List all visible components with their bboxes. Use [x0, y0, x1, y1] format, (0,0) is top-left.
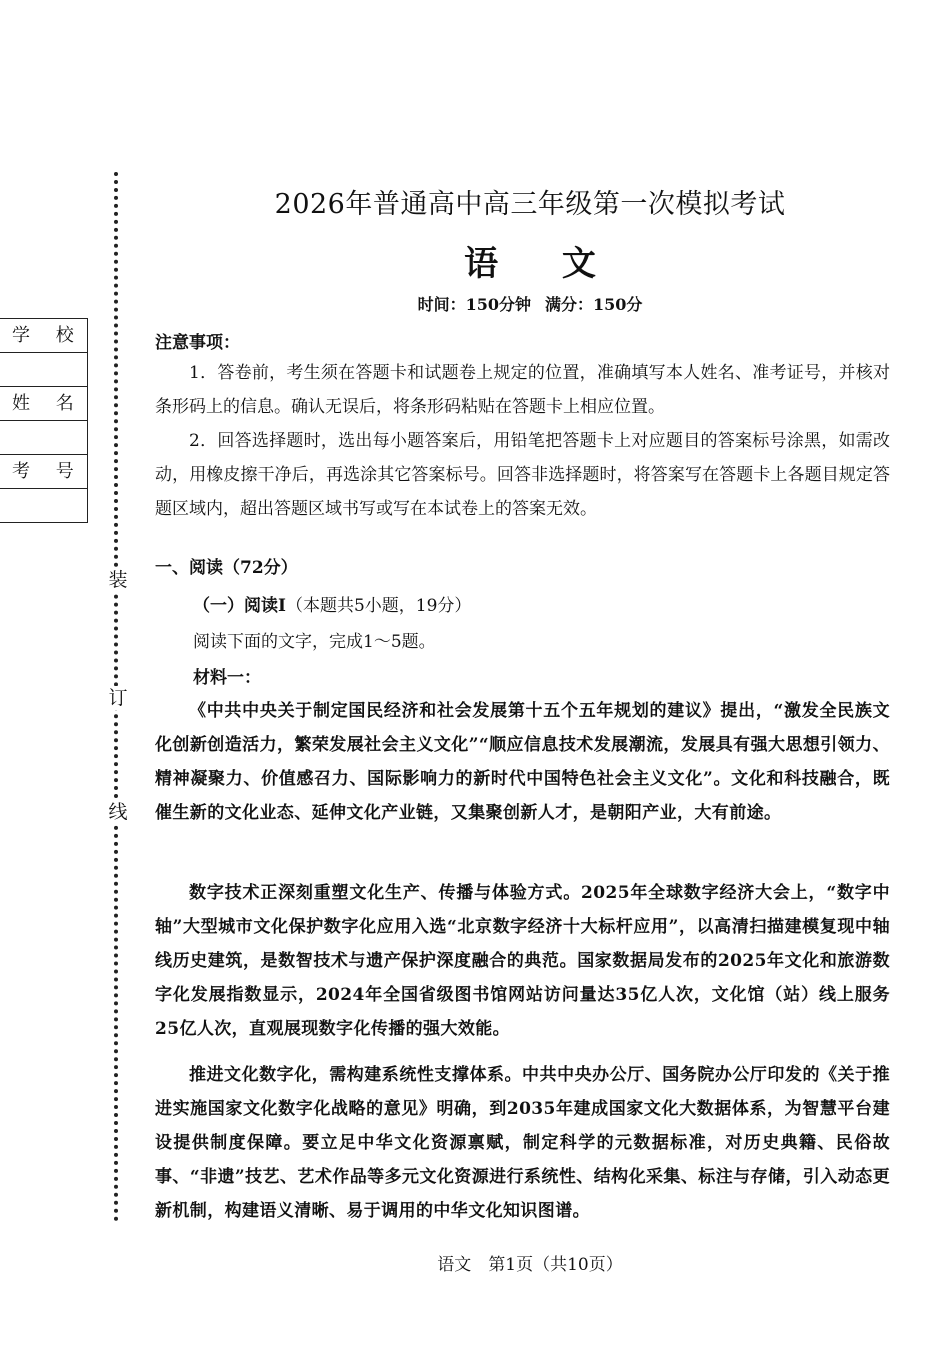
exam-time-score: [140, 292, 920, 315]
material-paragraph-3: 推进文化数字化，需构建系统性支撑体系。中共中央办公厅、国务院办公厅印发的《关于推进实施国家文化数字化战略的意见》明确，到2035年建成国家文化大数据体系，为智慧平台建设提供制度保障。要立足中华文化资源禀赋，制定科学的元数据标准，对历史典籍、民俗故事、“非遗”技艺、艺术作品等多元文化资源进行系统性、结构化采集、标注与存储，引入动态更新机制，构建语义清晰、易于调用的中华文化知识图谱。: [155, 1065, 890, 1221]
id-field[interactable]: [0, 489, 87, 523]
notice-heading: 注意事项：: [155, 333, 240, 353]
material-paragraph-1: 《中共中央关于制定国民经济和社会发展第十五个五年规划的建议》提出，“激发全民族文化创新创造活力，繁荣发展社会主义文化”“顺应信息技术发展潮流，发展具有强大思想引领力、精神凝聚力、价值感召力、国际影响力的新时代中国特色社会主义文化”。文化和科技融合，既催生新的文化业态、延伸文化产业链，又集聚创新人才，是朝阳产业，大有前途。: [155, 701, 890, 823]
exam-time: 时间：150分钟: [417, 295, 531, 314]
subject-title: 语 文: [464, 244, 622, 284]
id-label: 考 号: [0, 455, 87, 489]
student-info-box: [0, 318, 88, 523]
notice-item-1: 1．答卷前，考生须在答题卡和试题卷上规定的位置，准确填写本人姓名、准考证号，并核对条形码上的信息。确认无误后，将条形码粘贴在答题卡上相应位置。: [155, 363, 890, 417]
sub-section-line: [193, 591, 471, 616]
material-label: 材料一：: [193, 668, 261, 688]
exam-score: 满分：150分: [545, 295, 643, 314]
reading-instruction: 阅读下面的文字，完成1～5题。: [193, 632, 436, 652]
name-label: 姓 名: [0, 387, 87, 421]
binding-char-ding: 订: [106, 686, 130, 710]
material-paragraph-2: 数字技术正深刻重塑文化生产、传播与体验方式。2025年全球数字经济大会上，“数字中轴”大型城市文化保护数字化应用入选“北京数字经济十大标杆应用”，以高清扫描建模复现中轴线历史建筑，是数智技术与遗产保护深度融合的典范。国家数据局发布的2025年文化和旅游数字化发展指数显示，2024年全国省级图书馆网站访问量达35亿人次，文化馆（站）线上服务25亿人次，直观展现数字化传播的强大效能。: [155, 883, 890, 1039]
name-field[interactable]: [0, 421, 87, 455]
section-heading: 一、阅读（72分）: [155, 558, 298, 578]
school-label: 学 校: [0, 319, 87, 353]
sub-section-heading: （一）阅读Ⅰ: [193, 596, 286, 616]
school-field[interactable]: [0, 353, 87, 387]
exam-title: 2026年普通高中高三年级第一次模拟考试: [274, 189, 786, 220]
binding-char-xian: 线: [106, 800, 130, 824]
binding-char-zhuang: 装: [106, 568, 130, 592]
page-footer: 语文 第1页（共10页）: [437, 1255, 623, 1275]
sub-section-note: （本题共5小题，19分）: [285, 596, 472, 616]
notice-item-2: 2．回答选择题时，选出每小题答案后，用铅笔把答题卡上对应题目的答案标号涂黑，如需改动，用橡皮擦干净后，再选涂其它答案标号。回答非选择题时，将答案写在答题卡上各题目规定答题区域内，超出答题区域书写或写在本试卷上的答案无效。: [155, 431, 890, 519]
